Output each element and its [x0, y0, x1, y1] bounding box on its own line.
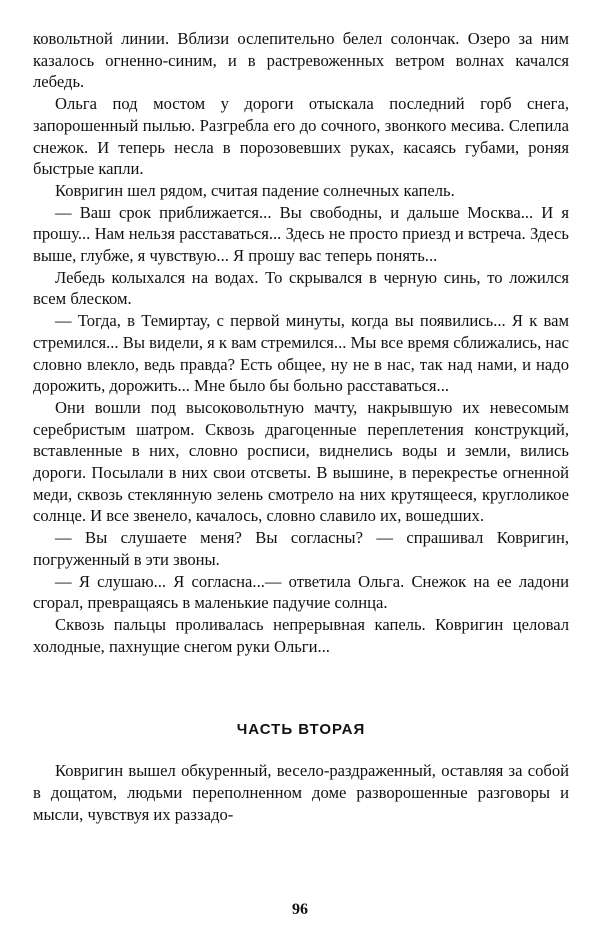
paragraph: Ковригин вышел обкуренный, весело-раздраженный, оставляя за собой в дощатом, людьми переполненном доме разворошенные разговоры и мысли, чувствуя их раззадо- [33, 761, 569, 824]
dialogue-paragraph: — Тогда, в Темиртау, с первой минуты, когда вы появились... Я к вам стремился... Вы видели, я к вам стремился... Мы все время сближались, нас словно влекло, ведь правда? Есть общее, ну не в нас, так над нами, и надо дорожить, дорожить... Мне было бы больно расставаться... [33, 311, 569, 396]
paragraph: Сквозь пальцы проливалась непрерывная капель. Ковригин целовал холодные, пахнущие снегом руки Ольги... [33, 614, 569, 656]
paragraph: Лебедь колыхался на водах. То скрывался в черную синь, то ложился всем блеском. [33, 267, 569, 309]
page-number: 96 [292, 901, 308, 918]
dialogue-paragraph: — Я слушаю... Я согласна...— ответила Ольга. Снежок на ее ладони сгорал, превращаясь в маленькие падучие солнца. [33, 571, 569, 613]
book-page [33, 28, 569, 826]
paragraph: Они вошли под высоковольтную мачту, накрывшую их невесомым серебристым шатром. Сквозь драгоценные переплетения конструкций, вставленные в них, словно росписи, виднелись воды и земли, вились дороги. Посылали в них свои отсветы. В вышине, в перекрестье огненной меди, сквозь стеклянную зелень смотрело на них крутящееся, круглоликое солнце. И все звенело, качалось, словно славило их, вошедших. [33, 397, 569, 526]
section-heading: ЧАСТЬ ВТОРАЯ [236, 721, 366, 739]
dialogue-paragraph: — Ваш срок приближается... Вы свободны, и дальше Москва... И я прошу... Нам нельзя расставаться... Здесь не просто приезд и встреча. Здесь выше, глубже, я чувствую... Я прошу вас теперь понять... [33, 202, 569, 266]
paragraph: Ковригин шел рядом, считая падение солнечных капель. [55, 180, 455, 200]
paragraph: Ольга под мостом у дороги отыскала последний горб снега, запорошенный пылью. Разгребла его до сочного, звонкого месива. Слепила снежок. И теперь несла в порозовевших руках, касаясь губами, роняя быстрые капли. [33, 94, 569, 179]
dialogue-paragraph: — Вы слушаете меня? Вы согласны? — спрашивал Ковригин, погруженный в эти звоны. [33, 528, 569, 569]
section-break [33, 657, 569, 719]
paragraph-continuation: ковольтной линии. Вблизи ослепительно белел солончак. Озеро за ним казалось огненно-синим, и в растревоженных ветром волнах качался лебедь. [33, 29, 569, 92]
